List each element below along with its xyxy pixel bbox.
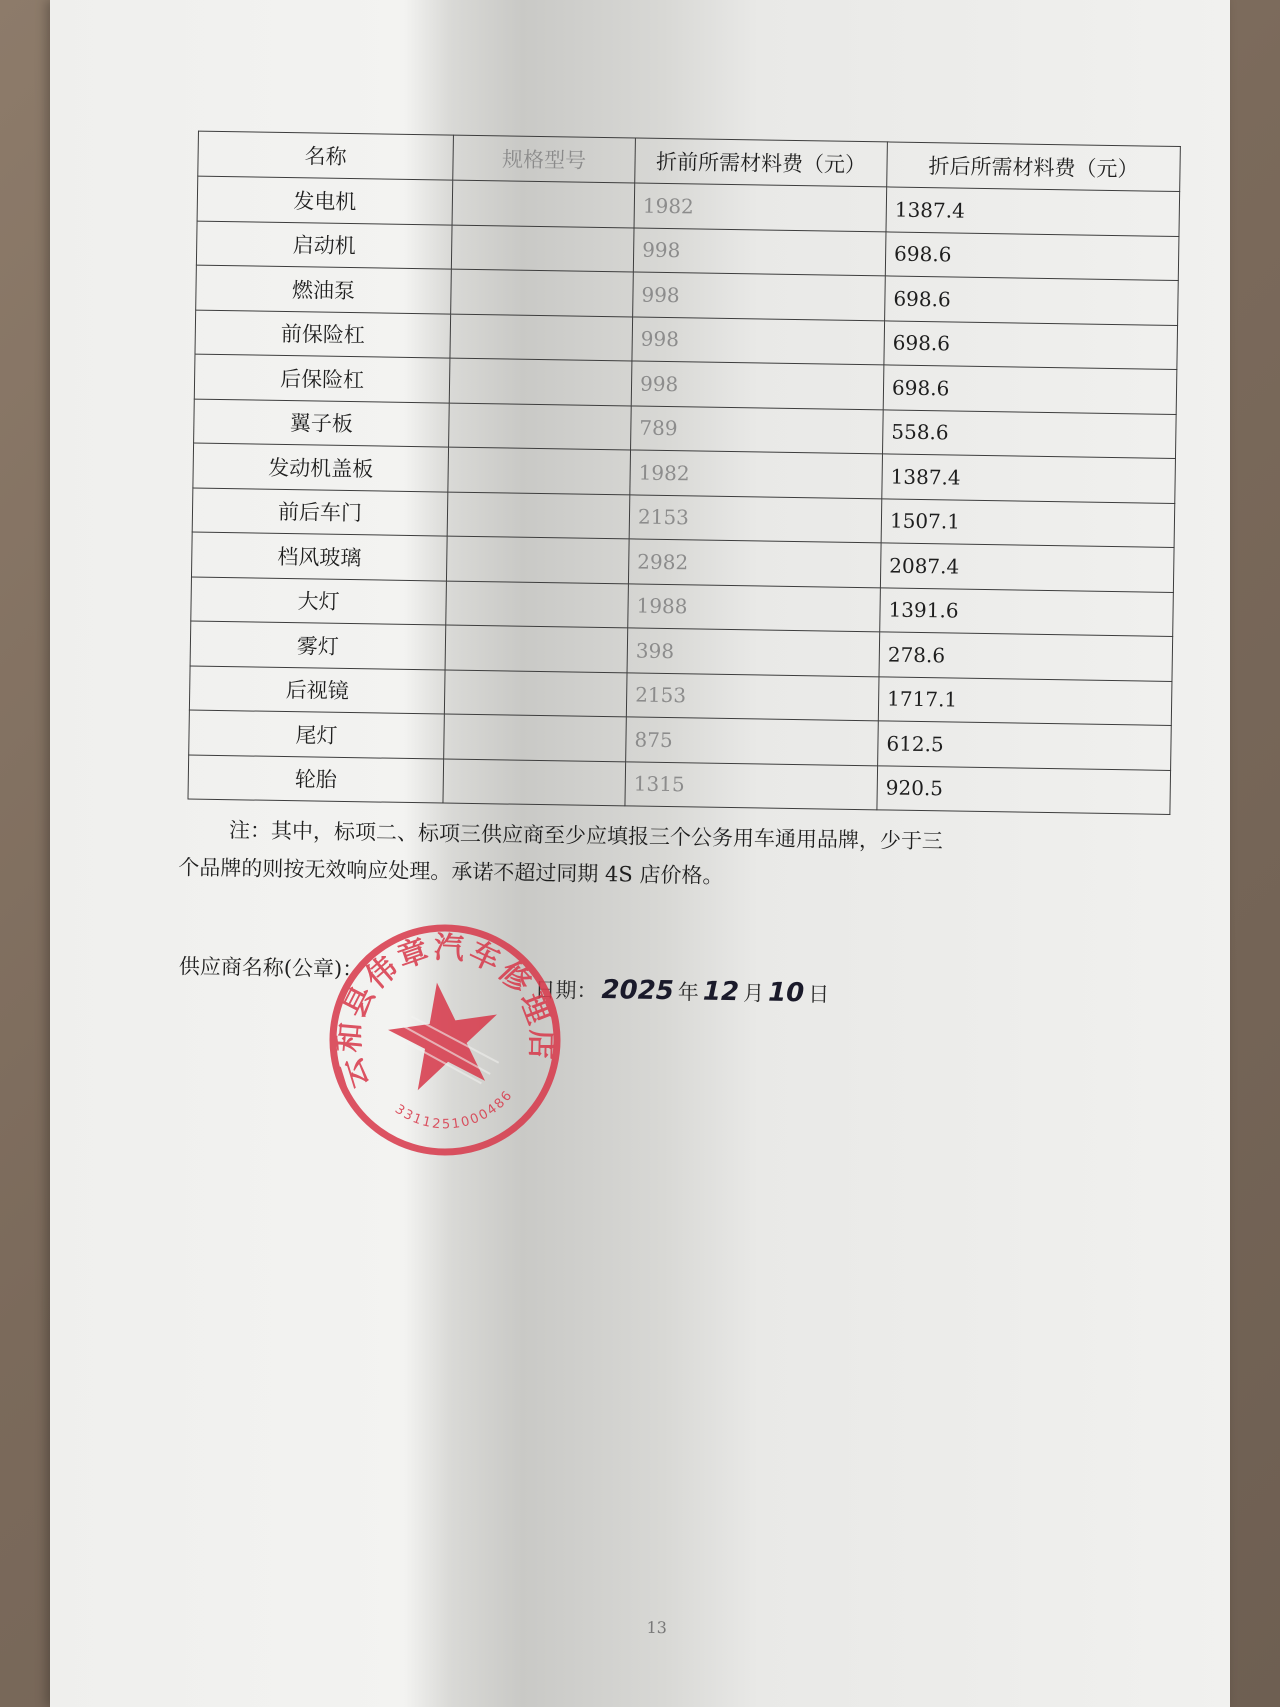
cell-name: 大灯 (191, 577, 447, 625)
header-price-after: 折后所需材料费（元） (887, 142, 1181, 192)
document-page (135, 130, 1239, 1707)
cell-spec (449, 403, 632, 450)
date-day-suffix: 日 (808, 982, 830, 1007)
cell-spec (446, 536, 629, 583)
note-line-1: 注：其中，标项二、标项三供应商至少应填报三个公务用车通用品牌，少于三 (228, 818, 944, 854)
cell-before: 998 (631, 361, 884, 409)
cell-after: 612.5 (878, 721, 1172, 770)
supplier-label: 供应商名称(公章)： (178, 954, 364, 982)
cell-spec (452, 180, 635, 227)
cell-after: 698.6 (883, 365, 1177, 414)
cell-after: 278.6 (879, 632, 1173, 681)
cell-spec (451, 269, 634, 316)
cell-name: 前后车门 (192, 488, 448, 536)
cell-after: 1717.1 (878, 676, 1172, 725)
cell-after: 1507.1 (881, 498, 1175, 547)
page-number: 13 (646, 1617, 668, 1638)
seal-code: 3311251000486 (391, 1087, 517, 1133)
cell-name: 雾灯 (190, 621, 446, 669)
cell-before: 998 (633, 227, 886, 275)
cell-before: 398 (627, 628, 880, 676)
cell-name: 档风玻璃 (191, 532, 447, 580)
cell-name: 尾灯 (189, 710, 445, 758)
date-year-suffix: 年 (677, 980, 700, 1005)
cell-name: 启动机 (196, 221, 452, 269)
cell-before: 1988 (628, 583, 881, 631)
date-month-suffix: 月 (742, 981, 765, 1006)
header-name: 名称 (198, 131, 454, 180)
note-block (178, 810, 1179, 902)
cell-spec (448, 447, 631, 494)
cell-before: 789 (631, 405, 884, 453)
cell-after: 698.6 (885, 276, 1179, 325)
cell-spec (450, 314, 633, 361)
cell-after: 2087.4 (880, 543, 1174, 592)
cell-after: 920.5 (877, 765, 1171, 814)
cell-after: 1387.4 (886, 187, 1180, 236)
header-spec: 规格型号 (453, 135, 636, 183)
cell-name: 后保险杠 (194, 354, 450, 402)
cell-before: 2153 (626, 672, 879, 720)
cell-name: 后视镜 (189, 666, 445, 714)
cell-name: 发电机 (197, 176, 453, 224)
company-seal-stamp (309, 904, 580, 1175)
cell-spec (446, 581, 629, 628)
header-price-before: 折前所需材料费（元） (635, 138, 888, 187)
seal-text: 云和县伟章汽车修理店 (331, 930, 559, 1094)
cell-name: 轮胎 (188, 755, 444, 803)
cell-before: 998 (633, 272, 886, 320)
cell-spec (447, 492, 630, 539)
note-line-2: 个品牌的则按无效响应处理。承诺不超过同期 4S 店价格。 (178, 855, 724, 888)
date-line (534, 974, 829, 1009)
cell-after: 698.6 (885, 231, 1179, 280)
cell-after: 1387.4 (882, 454, 1176, 503)
cell-before: 2982 (628, 539, 881, 587)
table-body (188, 176, 1180, 814)
cell-spec (445, 625, 628, 672)
cell-spec (444, 670, 627, 717)
date-label: 日期： (534, 977, 598, 1003)
svg-text:3311251000486 (390, 1086, 520, 1140)
date-year: 2025 (601, 975, 675, 1007)
cell-before: 1982 (634, 183, 887, 231)
cell-after: 1391.6 (880, 587, 1174, 636)
cell-spec (449, 358, 632, 405)
cell-spec (444, 714, 627, 761)
cell-after: 558.6 (883, 409, 1177, 458)
cell-before: 998 (632, 316, 885, 364)
date-day: 10 (767, 977, 805, 1009)
cell-before: 2153 (629, 494, 882, 542)
cell-name: 发动机盖板 (193, 443, 449, 491)
cell-before: 1982 (630, 450, 883, 498)
paper-sheet (50, 0, 1230, 1707)
date-month: 12 (702, 976, 740, 1008)
cell-spec (451, 225, 634, 272)
cell-name: 翼子板 (194, 399, 450, 447)
cell-name: 前保险杠 (195, 310, 451, 358)
cell-before: 1315 (625, 761, 878, 809)
cell-name: 燃油泵 (196, 265, 452, 313)
cell-spec (443, 759, 626, 806)
cell-before: 875 (626, 717, 879, 765)
materials-table (187, 131, 1180, 815)
cell-after: 698.6 (884, 320, 1178, 369)
